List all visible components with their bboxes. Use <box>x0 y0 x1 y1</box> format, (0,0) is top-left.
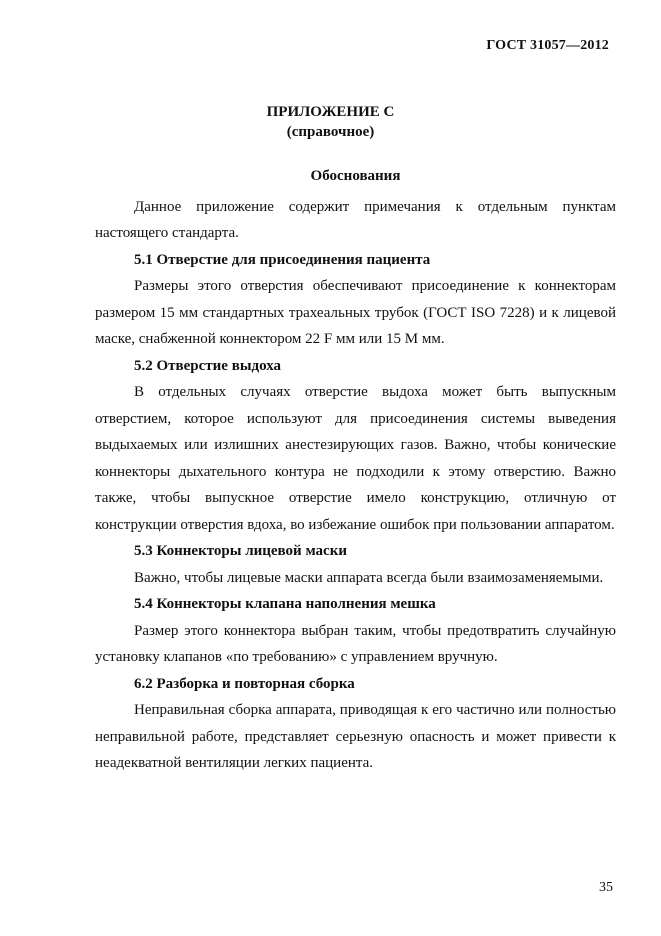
section-text-5-4: Размер этого коннектора выбран таким, чтобы предотвратить случайную установку клапанов «по требованию» с управлением вручную. <box>95 622 616 665</box>
section-text-5-2: В отдельных случаях отверстие выдоха может быть выпускным отверстием, которое используют для присоединения системы выведения выдыхаемых или излишних анестезирующих газов. Важно, чтобы конические коннекторы дыхательного контура не подходили к этому отверстию. Важно также, чтобы выпускное отверстие имело конструкцию, отличную от конструкции отверстия вдоха, во избежание ошибок при пользовании аппаратом. <box>95 384 616 533</box>
intro-paragraph: Данное приложение содержит примечания к отдельным пунктам настоящего стандарта. <box>95 198 616 241</box>
section-text-6-2: Неправильная сборка аппарата, приводящая к его частично или полностью неправильной работе, представляет серьезную опасность и может привести к неадекватной вентиляции легких пациента. <box>95 702 616 771</box>
section-title-6-2: 6.2 Разборка и повторная сборка <box>134 675 355 692</box>
standard-code: ГОСТ 31057—2012 <box>486 38 609 53</box>
page-number: 35 <box>599 880 613 895</box>
section-text-5-1: Размеры этого отверстия обеспечивают присоединение к коннекторам размером 15 мм стандартных трахеальных трубок (ГОСТ ISO 7228) и к лицевой маске, снабженной коннектором 22 F мм или 15 М мм. <box>95 278 616 347</box>
section-title-5-1: 5.1 Отверстие для присоединения пациента <box>134 251 431 268</box>
section-title-5-3: 5.3 Коннекторы лицевой маски <box>134 543 347 559</box>
document-body <box>95 163 616 777</box>
section-title-5-2: 5.2 Отверстие выдоха <box>134 357 282 374</box>
section-heading: Обоснования <box>310 168 401 184</box>
annex-subtitle: (справочное) <box>286 124 375 140</box>
section-text-5-3: Важно, чтобы лицевые маски аппарата всегда были взаимозаменяемыми. <box>134 569 604 586</box>
section-title-5-4: 5.4 Коннекторы клапана наполнения мешка <box>134 596 436 612</box>
annex-title: ПРИЛОЖЕНИЕ С <box>266 104 395 120</box>
